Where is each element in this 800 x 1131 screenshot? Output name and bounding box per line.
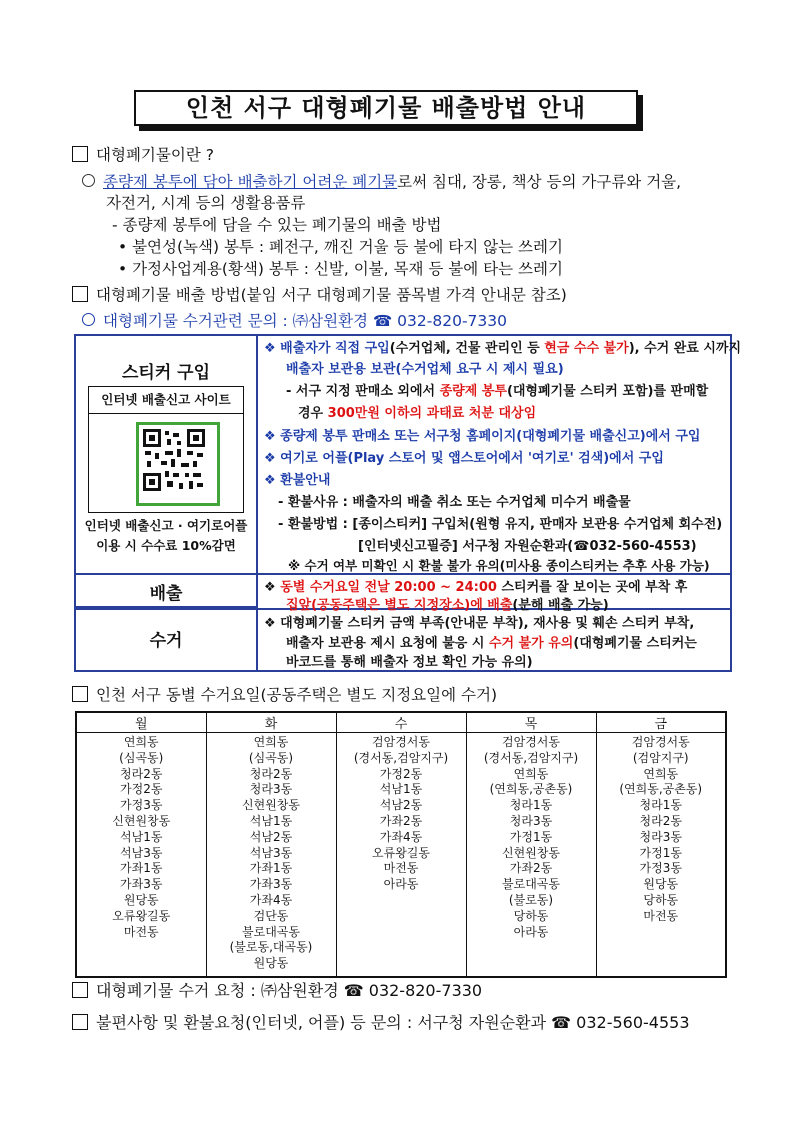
- day-column: [466, 733, 596, 977]
- district-item: (심곡동): [248, 750, 294, 765]
- district-item: 검암경서동: [502, 735, 560, 749]
- discharge-label: 배출: [149, 584, 183, 604]
- rule-highlight: 300만원 이하의 과태료 처분 대상임: [327, 406, 537, 421]
- definition-highlight: 종량제 봉투에 담아 배출하기 어려운 폐기물: [103, 173, 398, 191]
- rule-text: 경우: [298, 406, 328, 421]
- table-header-row: [76, 712, 726, 733]
- district-item: 가정1동: [639, 845, 682, 860]
- district-item: 청라1동: [509, 798, 553, 813]
- purchase-rule-6: ❖ 여기로 어플(Play 스토어 및 앱스토어에서 '여기로' 검색)에서 구입: [264, 451, 664, 466]
- district-item: 마전동: [643, 908, 679, 923]
- district-item: 가좌3동: [120, 877, 163, 892]
- collection-schedule-table: [75, 711, 727, 978]
- purchase-rule-4: [298, 402, 536, 421]
- district-item: 가정3동: [120, 798, 163, 813]
- section-what-is: [72, 143, 214, 165]
- rule-highlight: 집앞(공동주택은 별도 지정장소)에 배출: [286, 598, 513, 613]
- bag-yellow: • 가정사업계용(황색) 봉투 : 신발, 이불, 목재 등 불에 타는 쓰레기: [118, 260, 563, 278]
- district-item: 석남3동: [249, 845, 293, 860]
- district-item: 청라1동: [639, 798, 682, 813]
- district-item: 검암경서동: [631, 735, 690, 749]
- district-item: (경서동,검암지구): [353, 750, 449, 765]
- district-item: 청라2동: [249, 766, 293, 781]
- fee-discount-note-1: 인터넷 배출신고 · 여기로어플: [84, 518, 248, 533]
- district-item: 가정3동: [639, 861, 682, 876]
- district-item: 가정1동: [509, 829, 553, 844]
- bag-green: • 불연성(녹색) 봉투 : 폐전구, 깨진 거울 등 불에 타지 않는 쓰레기: [118, 238, 563, 256]
- day-header: 수: [336, 712, 466, 733]
- rule-text: 배출자 보관용 제시 요청에 불응 시: [286, 636, 489, 651]
- district-item: 아라동: [513, 924, 549, 939]
- rule-text: - 서구 지정 판매소 외에서: [286, 384, 440, 399]
- district-item: 당하동: [643, 892, 679, 907]
- complaint-inquiry: [72, 1010, 690, 1033]
- district-item: 마전동: [123, 924, 159, 939]
- complaint-inquiry-text: 불편사항 및 환불요청(인터넷, 어플) 등 문의 : 서구청 자원순환과 ☎ 032-560-4553: [96, 1013, 690, 1032]
- day-column: [336, 733, 466, 977]
- circle-bullet-icon: [82, 313, 95, 326]
- district-item: 연희동: [123, 735, 159, 749]
- qr-code-icon[interactable]: [136, 422, 220, 506]
- collection-inquiry: [82, 309, 507, 331]
- district-item: 청라3동: [509, 813, 553, 828]
- rule-text: (분해 배출 가능): [512, 598, 609, 613]
- discharge-rule-2: [286, 594, 609, 613]
- district-item: (연희동,공촌동): [619, 782, 703, 797]
- district-item: 아라동: [383, 877, 419, 892]
- sticker-purchase-cell: [76, 336, 256, 575]
- district-item: 신현원창동: [502, 845, 560, 860]
- district-item: 청라3동: [249, 782, 293, 797]
- collection-rule-3: 바코드를 통해 배출자 정보 확인 가능 유의): [286, 655, 533, 670]
- rule-text: (수거업체, 건물 관리인 등: [389, 341, 545, 356]
- district-item: 신현원창동: [112, 813, 171, 828]
- rule-highlight: 종량제 봉투: [439, 384, 507, 399]
- district-item: 가정2동: [120, 782, 163, 797]
- refund-heading: ❖ 환불안내: [264, 473, 331, 488]
- district-item: 연희동: [253, 735, 289, 749]
- rule-highlight: 수거 불가 유의: [488, 636, 574, 651]
- district-item: 석남1동: [120, 829, 163, 844]
- section-heading: 대형폐기물이란 ?: [96, 146, 214, 164]
- online-report-site-label: 인터넷 배출신고 사이트: [88, 386, 244, 414]
- refund-method-paper: - 환불방법 : [종이스티커] 구입처(원형 유지, 판매자 보관용 수거업체 회수전): [278, 517, 723, 532]
- district-item: 청라2동: [120, 766, 163, 781]
- district-item: 원당동: [123, 892, 159, 907]
- district-item: 가좌2동: [509, 861, 553, 876]
- day-column: [596, 733, 726, 977]
- day-column: [206, 733, 336, 977]
- district-item: 마전동: [383, 861, 419, 876]
- rule-highlight: 동별 수거요일 전날 20:00 ~ 24:00: [280, 580, 497, 595]
- collection-label: 수거: [149, 631, 183, 651]
- district-item: 석남2동: [379, 798, 423, 813]
- district-item: (경서동,검암지구): [483, 750, 579, 765]
- district-item: 원당동: [643, 877, 679, 892]
- guide-left-column: [76, 336, 258, 670]
- bag-method-subheading: - 종량제 봉투에 담을 수 있는 폐기물의 배출 방법: [112, 216, 442, 234]
- district-item: 가좌2동: [379, 813, 423, 828]
- district-item: 가좌4동: [379, 829, 423, 844]
- table-row: [76, 733, 726, 977]
- checkbox-icon: [72, 286, 88, 302]
- purchase-rule-1: [264, 337, 741, 356]
- definition-line-2: 자전거, 시계 등의 생활용품류: [106, 194, 306, 212]
- district-item: 석남2동: [249, 829, 293, 844]
- district-item: 연희동: [643, 766, 679, 781]
- purchase-rule-3: [286, 380, 708, 399]
- district-item: 원당동: [253, 956, 289, 971]
- collection-cell: [76, 608, 256, 668]
- district-item: 오류왕길동: [112, 908, 171, 923]
- district-item: 검암경서동: [372, 735, 430, 749]
- district-item: 불로대곡동: [242, 924, 300, 939]
- rule-text: ❖: [264, 580, 281, 595]
- collection-rule-1: ❖ 대형폐기물 스티커 금액 부족(안내문 부착), 재사용 및 훼손 스티커 부착,: [264, 616, 695, 631]
- day-column: [76, 733, 206, 977]
- section-heading: 대형폐기물 배출 방법(붙임 서구 대형폐기물 품목별 가격 안내문 참조): [96, 286, 567, 304]
- section-schedule: [72, 683, 497, 705]
- checkbox-icon: [72, 982, 88, 998]
- fee-discount-note-2: 이용 시 수수료 10%감면: [96, 538, 236, 553]
- district-item: 청라3동: [639, 829, 682, 844]
- district-item: (연희동,공촌동): [489, 782, 573, 797]
- rule-highlight: 현금 수수 불가: [544, 341, 629, 356]
- page-title: 인천 서구 대형폐기물 배출방법 안내: [134, 90, 638, 126]
- district-item: 가좌4동: [249, 892, 293, 907]
- day-header: 금: [596, 712, 726, 733]
- checkbox-icon: [72, 146, 88, 162]
- collection-rule-2: [286, 632, 697, 651]
- qr-frame: [88, 412, 244, 513]
- circle-bullet-icon: [82, 174, 95, 187]
- collection-request-text: 대형폐기물 수거 요청 : ㈜삼원환경 ☎ 032-820-7330: [96, 981, 483, 1000]
- refund-reason: - 환불사유 : 배출자의 배출 취소 또는 수거업체 미수거 배출물: [278, 495, 631, 510]
- district-item: 석남1동: [379, 782, 423, 797]
- section-heading: 인천 서구 동별 수거요일(공동주택은 별도 지정요일에 수거): [96, 686, 498, 704]
- checkbox-icon: [72, 1014, 88, 1030]
- checkbox-icon: [72, 686, 88, 702]
- district-item: 불로대곡동: [502, 877, 560, 892]
- refund-warning: ※ 수거 여부 미확인 시 환불 불가 유의(미사용 종이스티커는 추후 사용 가능): [288, 558, 710, 573]
- district-item: (검암지구): [632, 750, 689, 765]
- sticker-purchase-label: 스티커 구입: [121, 363, 211, 383]
- rule-text: (대형폐기물 스티커는: [573, 636, 697, 651]
- definition-text: 로써 침대, 장롱, 책상 등의 가구류와 거울,: [397, 173, 682, 191]
- district-item: 가좌3동: [249, 877, 293, 892]
- discharge-rule-1: [264, 576, 687, 595]
- district-item: (불로동): [508, 892, 554, 907]
- district-item: 청라2동: [639, 813, 682, 828]
- day-header: 월: [76, 712, 206, 733]
- rule-text: 스티커를 잘 보이는 곳에 부착 후: [496, 580, 688, 595]
- rule-text: (대형폐기물 스티커 포함)를 판매할: [506, 384, 709, 399]
- day-header: 화: [206, 712, 336, 733]
- section-discharge-method: [72, 283, 567, 305]
- district-item: (불로동,대곡동): [229, 940, 313, 955]
- discharge-cell: [76, 573, 256, 608]
- day-header: 목: [466, 712, 596, 733]
- district-item: 가좌1동: [249, 861, 293, 876]
- district-item: 석남3동: [120, 845, 163, 860]
- purchase-rule-2: 배출자 보관용 보관(수거업체 요구 시 제시 필요): [286, 362, 564, 377]
- district-item: 당하동: [513, 908, 549, 923]
- district-item: 석남1동: [249, 813, 293, 828]
- collection-inquiry-text: 대형폐기물 수거관련 문의 : ㈜삼원환경 ☎ 032-820-7330: [103, 312, 507, 330]
- refund-method-online: [인터넷신고필증] 서구청 자원순환과(☎032-560-4553): [358, 539, 697, 554]
- definition-line-1: [82, 170, 681, 192]
- district-item: (심곡동): [119, 750, 164, 765]
- district-item: 가정2동: [379, 766, 423, 781]
- district-item: 가좌1동: [120, 861, 163, 876]
- rule-text: ), 수거 완료 시까지: [628, 341, 742, 356]
- district-item: 검단동: [253, 908, 289, 923]
- collection-request: [72, 978, 482, 1001]
- district-item: 오류왕길동: [372, 845, 430, 860]
- discharge-guide-box: [74, 334, 742, 672]
- purchase-rule-5: ❖ 종량제 봉투 판매소 또는 서구청 홈페이지(대형폐기물 배출신고)에서 구입: [264, 429, 701, 444]
- district-item: 연희동: [513, 766, 549, 781]
- rule-text: ❖ 배출자가 직접 구입: [264, 341, 390, 356]
- district-item: 신현원창동: [242, 798, 300, 813]
